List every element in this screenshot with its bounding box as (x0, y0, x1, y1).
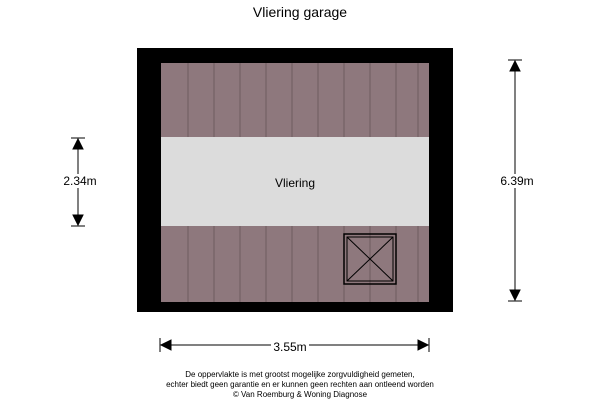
arrow-up-icon (73, 139, 83, 149)
dimension-bottom-label (245, 338, 335, 356)
arrow-down-icon (73, 215, 83, 225)
disclaimer (0, 370, 600, 400)
dimension-left-text: 2.34m (63, 174, 97, 188)
floorplan-title: Vliering garage (252, 4, 348, 20)
dimension-left-label (40, 172, 120, 190)
copyright-line: © Van Roemburg & Woning Diagnose (232, 390, 368, 399)
arrow-right-icon (418, 340, 428, 350)
disclaimer-line: echter biedt geen garantie en er kunnen geen rechten aan ontleend worden (166, 380, 434, 389)
arrow-left-icon (161, 340, 171, 350)
arrow-up-icon (510, 61, 520, 71)
dimension-right-text: 6.39m (500, 174, 534, 188)
dimension-right-label (482, 172, 552, 190)
dimension-bottom-text: 3.55m (273, 340, 307, 354)
room-label: Vliering (274, 176, 316, 190)
disclaimer-line: De oppervlakte is met grootst mogelijke zorgvuldigheid gemeten, (185, 370, 415, 379)
roof-slope-top (161, 63, 429, 137)
arrow-down-icon (510, 290, 520, 300)
